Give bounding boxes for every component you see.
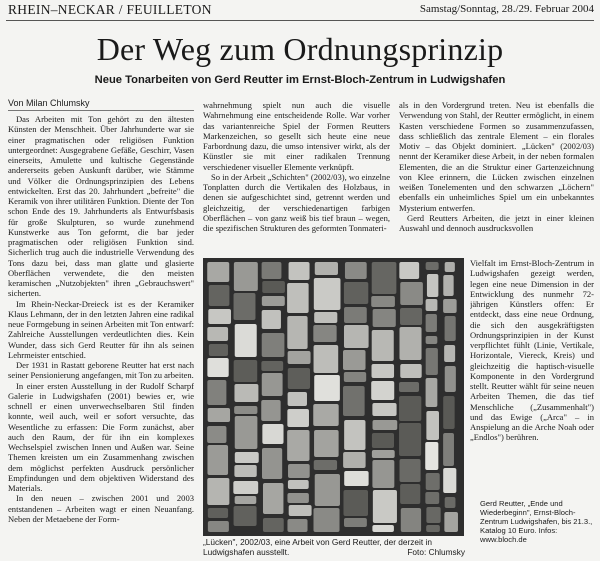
clay-tile [401, 508, 421, 532]
clay-tile [288, 392, 307, 406]
clay-tile [445, 316, 456, 341]
clay-tile [344, 282, 368, 304]
clay-tile [314, 345, 339, 373]
photo-caption [203, 537, 465, 557]
clay-tile [287, 409, 309, 427]
clay-tile [289, 262, 310, 280]
clay-tile [262, 448, 282, 479]
clay-tile [209, 344, 228, 356]
paragraph: Im Rhein-Neckar-Dreieck ist es der Keramiker Klaus Lehmann, der in den letzten Jahren eine radikal neue Formgebung in seinen Arbeiten mit Ton entwarf: Zahlreiche Ausstellungen verdeutlichten dies. Kein Wunder, dass sich Gerd Reutter für ihn als seinen Lehrmeister entschied. [8, 298, 194, 360]
clay-tile [261, 400, 280, 421]
clay-tile [235, 324, 257, 357]
clay-tile [207, 445, 228, 475]
clay-tile [371, 381, 394, 400]
clay-tile [343, 452, 365, 468]
clay-tile [444, 345, 455, 362]
paragraph: In einer ersten Ausstellung in der Rudolf Scharpf Galerie in Ludwigshafen (2001) bewies er, wie schnell er einen unverwechselbaren Stil finden konnte, weil auch, weil er sofort versuchte, das Wesentliche zu erfassen: Die Form zunächst, aber auch den Raum, der für ihn ein komplexes Wechselspiel zwischen Innen und Außen war. Seine Themen kreisten um ein Zusammenhang zwischen dem möglichst perfekten Ausdruck persönlicher Empfindungen und dem objektiven Widerstand des Materials. [8, 380, 194, 493]
clay-tile [343, 350, 366, 370]
clay-tile [426, 314, 437, 332]
caption-text: „Lücken", 2002/03, eine Arbeit von Gerd Reutter, der derzeit in Ludwigshafen ausstellt. [203, 537, 432, 557]
clay-tile [235, 496, 257, 504]
paragraph: In den neuen – zwischen 2001 und 2003 entstandenen – Arbeiten wagt er einen Neuanfang. Neben der Metaebene der Form- [8, 493, 194, 524]
clay-tile [313, 404, 338, 426]
paragraph: Vielfalt im Ernst-Bloch-Zentrum in Ludwigshafen gezeigt werden, legen eine neue Dimension in der Entwicklung des nunmehr 72-jährigen Künstlers offen: Er entdeckt, dass eine neue Ordnung, die sich den ausgekräftigsten Ordnungsprinzipien in der Kunst verpflichtet fühlt (Linie, Vertikale, Horizontale, Viereck, Kreis) und gleichzeitig die haptisch-visuelle Komponente in den Vordergrund stellt. Reutter wählt für seine neuen Arbeiten Themen, die das tief Menschliche („Zusammenhalt") und das Ewige („Arca" – in Anspielung an die Arche Noah oder „Endlos") berühren. [470, 258, 594, 443]
clay-tile [372, 450, 395, 458]
clay-tile [207, 478, 229, 505]
clay-tile [425, 492, 439, 504]
clay-tile [262, 281, 285, 293]
clay-tile [343, 386, 365, 416]
page-header [6, 2, 594, 20]
clay-tile [443, 299, 457, 313]
clay-tile [233, 481, 258, 494]
clay-tile [372, 433, 394, 448]
artwork-photo [203, 258, 464, 536]
clay-tile [315, 262, 338, 275]
clay-tile [443, 396, 454, 429]
section-title: RHEIN–NECKAR / FEUILLETON [8, 2, 212, 17]
clay-tile [426, 336, 438, 344]
clay-tile [315, 474, 340, 506]
clay-tile [207, 358, 228, 377]
paragraph: Der 1931 in Rastatt geborene Reutter hat erst nach seiner Pensionierung angefangen, mit Ton zu arbeiten. [8, 360, 194, 381]
clay-tile [262, 333, 285, 357]
clay-tile [344, 471, 368, 486]
byline: Von Milan Chlumsky [8, 98, 90, 108]
clay-tile [399, 327, 421, 360]
paragraph: Das Arbeiten mit Ton gehört zu den ältesten Künsten der Menschheit. Über Jahrhunderte war sie einer pragmatischen oder religiösen Funktion untergeordnet: Ausgegrabene Gefäße, Geschirr, Vasen einerseits, Amulette und kultische Gegenstände andererseits geben Auskunft darüber, wie Stämme und Völker die Ordnungsprinzipien des Lebens entwickelten. Erst das 20. Jahrhundert „befreite" die Keramik von ihrer utilitären Funktion. Diente der Ton schon Ende des 19. Jahrhunderts als Entwurfsbasis für große Skulpturen, so wurde zunehmend Kunstwerke aus Ton geformt, die bar jeder pragmatischen oder religiösen Funktion sind. Sicherlich trug auch die industrielle Verwendung des Tons dazu bei, dass man glatte und glasierte Oberflächen verwendete, die den meisten keramischen „Nutzobjekten" ihren „Gebrauchswert" sicherten. [8, 114, 194, 299]
clay-tile [371, 296, 395, 307]
clay-tile [288, 480, 309, 489]
clay-tile [288, 464, 310, 478]
paragraph: Gerd Reutters Arbeiten, die jetzt in einer kleinen Auswahl und dennoch ausdrucksvollen [399, 212, 594, 233]
clay-tile [399, 382, 419, 392]
clay-tile [314, 460, 337, 470]
clay-tile [344, 420, 365, 450]
clay-tile [372, 262, 397, 294]
clay-tile [400, 308, 422, 325]
clay-tile [426, 348, 438, 375]
clay-tile [235, 452, 259, 463]
clay-tile [445, 262, 455, 272]
clay-tile [314, 430, 339, 457]
clay-tile [287, 283, 309, 313]
clay-tile [444, 512, 458, 532]
clay-tile [314, 278, 341, 310]
clay-tile [208, 508, 228, 518]
clay-tile [314, 312, 337, 323]
clay-tile [234, 384, 258, 402]
clay-tile [426, 262, 439, 270]
clay-tile [427, 274, 438, 297]
clay-tile [207, 327, 228, 341]
clay-tile [399, 423, 421, 456]
clay-tile [262, 424, 283, 444]
column-1 [8, 114, 194, 560]
header-rule [6, 20, 594, 21]
clay-tile [400, 282, 423, 305]
clay-tile [261, 361, 283, 371]
clay-tile [344, 372, 366, 382]
article-subtitle: Neue Tonarbeiten von Gerd Reutter im Ernst-Bloch-Zentrum in Ludwigshafen [94, 74, 506, 86]
clay-tile [443, 275, 453, 296]
column-2 [203, 100, 390, 254]
clay-tile [400, 364, 421, 378]
clay-tile [287, 519, 307, 532]
column-3 [399, 100, 594, 254]
clay-tile [314, 375, 340, 401]
clay-tile [344, 325, 369, 348]
clay-tile [372, 403, 396, 416]
clay-tile [345, 262, 367, 279]
clay-tile [207, 426, 226, 443]
exhibition-info [480, 499, 594, 544]
clay-tile [287, 316, 307, 349]
clay-tile [426, 473, 440, 490]
clay-tile [372, 330, 394, 361]
clay-tile [443, 468, 456, 493]
clay-tile [234, 406, 257, 414]
column-3-continued [470, 258, 594, 493]
issue-date: Samstag/Sonntag, 28./29. Februar 2004 [419, 3, 594, 15]
clay-tile [287, 493, 308, 503]
clay-tile [372, 460, 394, 488]
clay-tile [234, 262, 258, 291]
clay-tile [443, 433, 454, 466]
clay-tile [263, 483, 283, 514]
clay-tile [425, 442, 438, 470]
clay-tile [288, 351, 311, 364]
paragraph: wahrnehmung spielt nun auch die visuelle Wahrnehmung eine entscheidende Rolle. War vorher das variantenreiche Spiel der Formen Reutters Markenzeichen, so gesellt sich heute eine neue Farbordnung dazu, die umso intensiver wirkt, als der Künstler sie mit einer radikalen Trennung verschiedener visueller Elemente verknüpft. [203, 100, 390, 172]
clay-tile [313, 325, 336, 342]
clay-tile [207, 262, 229, 282]
article-title: Der Weg zum Ordnungsprinzip [96, 31, 504, 67]
clay-tile [373, 309, 396, 327]
clay-tile [426, 299, 438, 311]
clay-tile [234, 465, 256, 477]
clay-tile [344, 307, 367, 323]
clay-tile [262, 262, 282, 279]
clay-tile [287, 430, 309, 461]
clay-tile [426, 411, 439, 440]
clay-tile [208, 309, 231, 324]
byline-rule [8, 110, 194, 111]
clay-tile [262, 296, 285, 306]
artwork-photo-image [203, 258, 464, 536]
clay-tile [288, 368, 310, 389]
clay-tile [343, 490, 368, 516]
clay-tile [263, 518, 284, 532]
clay-tile [399, 396, 421, 421]
clay-tile [400, 459, 421, 482]
paragraph: So in der Arbeit „Schichten" (2002/03), wo einzelne Tonplatten durch die Vertikalen des Holzbaus, in denen sie aufgeschichtet sind, getrennt werden und gleichzeitig, der verschiedenartigen farbigen Oberflächen – von ganz weiß bis tief braun – wegen, die spezifischen Strukturen des geformten Tonmateri- [203, 171, 390, 233]
clay-tile [234, 360, 258, 382]
clay-tile [262, 373, 283, 396]
clay-tile [399, 262, 419, 279]
clay-tile [207, 380, 226, 405]
clay-tile [400, 484, 420, 504]
exhibition-info-text: Gerd Reutter, „Ende und Wiederbeginn", Ernst-Bloch-Zentrum Ludwigshafen, bis 21.3., Katalog 10 Euro. Infos: www.bloch.de [480, 499, 593, 544]
clay-tile [344, 518, 367, 527]
clay-tile [373, 490, 397, 523]
clay-tile [209, 285, 230, 306]
clay-tile [235, 416, 258, 449]
clay-tile [313, 508, 339, 532]
clay-tile [426, 525, 440, 532]
clay-tile [426, 507, 440, 523]
clay-tile [234, 293, 256, 320]
clay-tile [372, 525, 394, 532]
clay-tile [445, 497, 456, 508]
clay-tile [208, 521, 229, 532]
clay-tile [208, 408, 230, 422]
clay-tile [373, 420, 398, 430]
paragraph: als in den Vordergrund treten. Neu ist ebenfalls die Verwendung von Stahl, der Reutter ermöglicht, in einem Kasten verschiedene Formen so zusammenzufassen, dass schließlich das zentrale Element – ein florales Motiv – das Objekt dominiert. „Lücken" (2002/03) nennt der Keramiker diese Arbeit, in der neben formalen Elementen, die an die Struktur einer Gartenzeichnung von Klee erinnern, die Lücken zwischen einzelnen weißen Tonelementen und den schwarzen „Löchern" ebenfalls ein unheimliches Spiel um ein unbekanntes Mysterium entwerfen. [399, 100, 594, 213]
clay-tile [372, 364, 395, 378]
clay-tile [289, 505, 312, 516]
clay-tile [445, 366, 456, 392]
clay-tile [426, 378, 438, 407]
photo-credit: Foto: Chlumsky [407, 547, 465, 557]
clay-tile [234, 506, 257, 526]
clay-tile [262, 310, 281, 329]
